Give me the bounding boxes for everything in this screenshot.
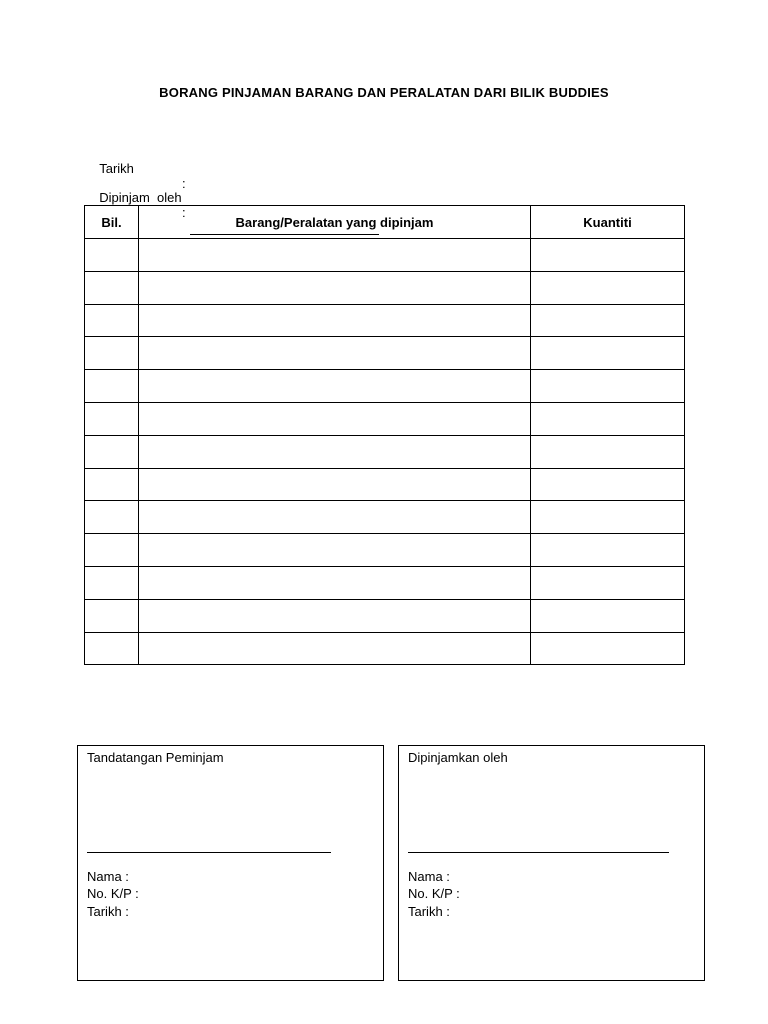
items-table — [84, 205, 685, 665]
lender-signature-line[interactable] — [408, 852, 669, 853]
kuantiti-cell[interactable] — [531, 566, 685, 599]
table-row — [85, 501, 685, 534]
table-row — [85, 402, 685, 435]
lender-nokp-label: No. K/P : — [408, 886, 460, 901]
borrower-tarikh-label: Tarikh : — [87, 904, 129, 919]
bil-cell[interactable] — [85, 370, 139, 403]
table-row — [85, 435, 685, 468]
table-row — [85, 599, 685, 632]
bil-cell[interactable] — [85, 501, 139, 534]
barang-cell[interactable] — [139, 632, 531, 665]
bil-cell[interactable] — [85, 304, 139, 337]
barang-cell[interactable] — [139, 402, 531, 435]
kuantiti-cell[interactable] — [531, 402, 685, 435]
table-row — [85, 271, 685, 304]
barang-cell[interactable] — [139, 370, 531, 403]
header-kuantiti: Kuantiti — [531, 206, 685, 239]
lender-box-heading: Dipinjamkan oleh — [408, 750, 508, 765]
borrower-signature-line[interactable] — [87, 852, 331, 853]
kuantiti-cell[interactable] — [531, 632, 685, 665]
borrower-signature-box — [77, 745, 384, 981]
barang-cell[interactable] — [139, 501, 531, 534]
kuantiti-cell[interactable] — [531, 239, 685, 272]
bil-cell[interactable] — [85, 402, 139, 435]
barang-cell[interactable] — [139, 239, 531, 272]
lender-nama-label: Nama : — [408, 869, 450, 884]
borrower-box-heading: Tandatangan Peminjam — [87, 750, 224, 765]
kuantiti-cell[interactable] — [531, 501, 685, 534]
kuantiti-cell[interactable] — [531, 370, 685, 403]
dipinjam-oleh-label: Dipinjam oleh — [99, 190, 182, 205]
bil-cell[interactable] — [85, 534, 139, 567]
table-row — [85, 468, 685, 501]
bil-cell[interactable] — [85, 599, 139, 632]
bil-cell[interactable] — [85, 566, 139, 599]
barang-cell[interactable] — [139, 435, 531, 468]
lender-tarikh-label: Tarikh : — [408, 904, 450, 919]
barang-cell[interactable] — [139, 566, 531, 599]
table-row — [85, 304, 685, 337]
borrower-nama-label: Nama : — [87, 869, 129, 884]
bil-cell[interactable] — [85, 239, 139, 272]
bil-cell[interactable] — [85, 632, 139, 665]
dipinjam-oleh-colon: : — [182, 205, 186, 220]
kuantiti-cell[interactable] — [531, 337, 685, 370]
table-row — [85, 566, 685, 599]
tarikh-blank-line[interactable] — [190, 191, 379, 206]
table-row — [85, 370, 685, 403]
lender-signature-box — [398, 745, 705, 981]
kuantiti-cell[interactable] — [531, 304, 685, 337]
kuantiti-cell[interactable] — [531, 435, 685, 468]
table-row — [85, 632, 685, 665]
form-title: BORANG PINJAMAN BARANG DAN PERALATAN DARI BILIK BUDDIES — [159, 85, 609, 100]
kuantiti-cell[interactable] — [531, 271, 685, 304]
table-row — [85, 239, 685, 272]
bil-cell[interactable] — [85, 435, 139, 468]
header-bil: Bil. — [85, 206, 139, 239]
barang-cell[interactable] — [139, 337, 531, 370]
bil-cell[interactable] — [85, 468, 139, 501]
tarikh-label: Tarikh — [99, 161, 134, 176]
barang-cell[interactable] — [139, 271, 531, 304]
barang-cell[interactable] — [139, 534, 531, 567]
kuantiti-cell[interactable] — [531, 599, 685, 632]
kuantiti-cell[interactable] — [531, 534, 685, 567]
tarikh-colon: : — [182, 176, 186, 191]
bil-cell[interactable] — [85, 271, 139, 304]
barang-cell[interactable] — [139, 599, 531, 632]
borrower-nokp-label: No. K/P : — [87, 886, 139, 901]
bil-cell[interactable] — [85, 337, 139, 370]
table-row — [85, 337, 685, 370]
barang-cell[interactable] — [139, 304, 531, 337]
table-row — [85, 534, 685, 567]
table-header-row — [85, 206, 685, 239]
kuantiti-cell[interactable] — [531, 468, 685, 501]
header-barang: Barang/Peralatan yang dipinjam — [139, 206, 531, 239]
barang-cell[interactable] — [139, 468, 531, 501]
